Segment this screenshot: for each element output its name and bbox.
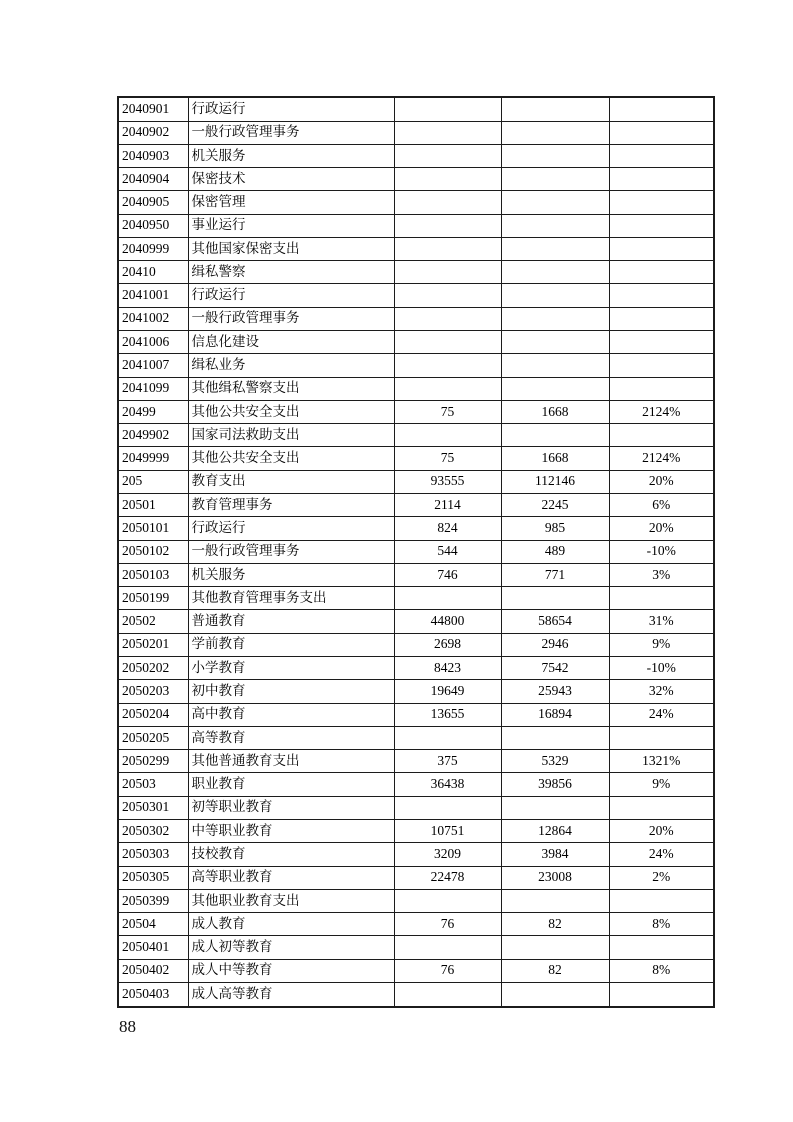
code-cell: 2050103 <box>118 563 188 586</box>
item-name-cell: 高中教育 <box>188 703 394 726</box>
amount-curr-cell <box>501 889 609 912</box>
code-cell: 2041001 <box>118 284 188 307</box>
amount-prev-cell <box>394 889 501 912</box>
code-cell: 2050203 <box>118 680 188 703</box>
code-cell: 2040905 <box>118 191 188 214</box>
item-name-cell: 教育管理事务 <box>188 494 394 517</box>
change-pct-cell <box>609 214 714 237</box>
amount-curr-cell: 1668 <box>501 447 609 470</box>
code-cell: 20503 <box>118 773 188 796</box>
amount-curr-cell <box>501 796 609 819</box>
change-pct-cell <box>609 796 714 819</box>
item-name-cell: 小学教育 <box>188 656 394 679</box>
amount-curr-cell <box>501 936 609 959</box>
table-row <box>118 796 714 819</box>
amount-curr-cell <box>501 144 609 167</box>
item-name-cell: 保密管理 <box>188 191 394 214</box>
change-pct-cell <box>609 354 714 377</box>
item-name-cell: 事业运行 <box>188 214 394 237</box>
table-row <box>118 633 714 656</box>
table-row <box>118 610 714 633</box>
item-name-cell: 行政运行 <box>188 284 394 307</box>
amount-curr-cell: 5329 <box>501 750 609 773</box>
table-row <box>118 494 714 517</box>
table-row <box>118 982 714 1007</box>
code-cell: 20410 <box>118 261 188 284</box>
amount-prev-cell <box>394 121 501 144</box>
amount-prev-cell: 44800 <box>394 610 501 633</box>
change-pct-cell: 8% <box>609 913 714 936</box>
amount-prev-cell: 2698 <box>394 633 501 656</box>
code-cell: 2050202 <box>118 656 188 679</box>
amount-curr-cell <box>501 97 609 121</box>
change-pct-cell: 20% <box>609 819 714 842</box>
table-row <box>118 400 714 423</box>
change-pct-cell: 2124% <box>609 447 714 470</box>
amount-curr-cell: 25943 <box>501 680 609 703</box>
amount-prev-cell: 19649 <box>394 680 501 703</box>
amount-curr-cell <box>501 587 609 610</box>
item-name-cell: 其他普通教育支出 <box>188 750 394 773</box>
table-row <box>118 540 714 563</box>
table-row <box>118 121 714 144</box>
table-row <box>118 656 714 679</box>
table-row <box>118 191 714 214</box>
item-name-cell: 成人高等教育 <box>188 982 394 1007</box>
table-row <box>118 680 714 703</box>
change-pct-cell: 1321% <box>609 750 714 773</box>
amount-curr-cell <box>501 191 609 214</box>
change-pct-cell <box>609 121 714 144</box>
amount-prev-cell: 8423 <box>394 656 501 679</box>
page-number: 88 <box>119 1017 136 1036</box>
table-row <box>118 261 714 284</box>
change-pct-cell: -10% <box>609 656 714 679</box>
budget-table-body <box>118 97 714 1007</box>
amount-prev-cell: 36438 <box>394 773 501 796</box>
change-pct-cell: 6% <box>609 494 714 517</box>
table-row <box>118 168 714 191</box>
amount-prev-cell <box>394 424 501 447</box>
amount-prev-cell: 544 <box>394 540 501 563</box>
amount-curr-cell <box>501 424 609 447</box>
item-name-cell: 其他职业教育支出 <box>188 889 394 912</box>
amount-prev-cell: 746 <box>394 563 501 586</box>
change-pct-cell <box>609 889 714 912</box>
table-row <box>118 843 714 866</box>
item-name-cell: 一般行政管理事务 <box>188 540 394 563</box>
amount-curr-cell <box>501 354 609 377</box>
code-cell: 2050305 <box>118 866 188 889</box>
amount-curr-cell: 82 <box>501 913 609 936</box>
code-cell: 2041002 <box>118 307 188 330</box>
amount-prev-cell <box>394 936 501 959</box>
code-cell: 2040903 <box>118 144 188 167</box>
table-row <box>118 424 714 447</box>
change-pct-cell: 8% <box>609 959 714 982</box>
amount-curr-cell <box>501 307 609 330</box>
amount-prev-cell <box>394 168 501 191</box>
code-cell: 2050301 <box>118 796 188 819</box>
change-pct-cell <box>609 377 714 400</box>
code-cell: 20504 <box>118 913 188 936</box>
table-row <box>118 773 714 796</box>
code-cell: 2040950 <box>118 214 188 237</box>
table-row <box>118 144 714 167</box>
table-row <box>118 284 714 307</box>
code-cell: 205 <box>118 470 188 493</box>
change-pct-cell <box>609 307 714 330</box>
table-row <box>118 354 714 377</box>
table-row <box>118 237 714 260</box>
change-pct-cell <box>609 144 714 167</box>
change-pct-cell: 24% <box>609 843 714 866</box>
change-pct-cell: 24% <box>609 703 714 726</box>
item-name-cell: 其他国家保密支出 <box>188 237 394 260</box>
code-cell: 2050102 <box>118 540 188 563</box>
change-pct-cell <box>609 191 714 214</box>
item-name-cell: 其他教育管理事务支出 <box>188 587 394 610</box>
change-pct-cell: 31% <box>609 610 714 633</box>
code-cell: 2040904 <box>118 168 188 191</box>
table-row <box>118 214 714 237</box>
amount-curr-cell: 3984 <box>501 843 609 866</box>
item-name-cell: 高等职业教育 <box>188 866 394 889</box>
table-row <box>118 959 714 982</box>
amount-curr-cell: 82 <box>501 959 609 982</box>
item-name-cell: 其他缉私警察支出 <box>188 377 394 400</box>
item-name-cell: 机关服务 <box>188 144 394 167</box>
amount-curr-cell: 2245 <box>501 494 609 517</box>
change-pct-cell <box>609 331 714 354</box>
amount-curr-cell: 7542 <box>501 656 609 679</box>
amount-prev-cell <box>394 796 501 819</box>
amount-prev-cell <box>394 354 501 377</box>
amount-curr-cell <box>501 237 609 260</box>
amount-prev-cell: 10751 <box>394 819 501 842</box>
table-row <box>118 470 714 493</box>
amount-curr-cell <box>501 168 609 191</box>
change-pct-cell: 20% <box>609 470 714 493</box>
item-name-cell: 成人中等教育 <box>188 959 394 982</box>
amount-curr-cell: 16894 <box>501 703 609 726</box>
code-cell: 2041006 <box>118 331 188 354</box>
amount-prev-cell <box>394 377 501 400</box>
code-cell: 20501 <box>118 494 188 517</box>
code-cell: 2050204 <box>118 703 188 726</box>
amount-prev-cell <box>394 144 501 167</box>
amount-curr-cell: 12864 <box>501 819 609 842</box>
amount-prev-cell <box>394 284 501 307</box>
code-cell: 20502 <box>118 610 188 633</box>
change-pct-cell <box>609 237 714 260</box>
change-pct-cell: -10% <box>609 540 714 563</box>
amount-prev-cell <box>394 331 501 354</box>
amount-prev-cell: 75 <box>394 447 501 470</box>
code-cell: 2040901 <box>118 97 188 121</box>
amount-curr-cell <box>501 261 609 284</box>
item-name-cell: 中等职业教育 <box>188 819 394 842</box>
amount-curr-cell <box>501 377 609 400</box>
table-row <box>118 307 714 330</box>
item-name-cell: 成人初等教育 <box>188 936 394 959</box>
item-name-cell: 一般行政管理事务 <box>188 121 394 144</box>
amount-prev-cell <box>394 214 501 237</box>
item-name-cell: 国家司法救助支出 <box>188 424 394 447</box>
item-name-cell: 成人教育 <box>188 913 394 936</box>
code-cell: 2050205 <box>118 726 188 749</box>
item-name-cell: 缉私业务 <box>188 354 394 377</box>
amount-prev-cell <box>394 261 501 284</box>
code-cell: 2050299 <box>118 750 188 773</box>
item-name-cell: 职业教育 <box>188 773 394 796</box>
table-row <box>118 97 714 121</box>
item-name-cell: 一般行政管理事务 <box>188 307 394 330</box>
code-cell: 2050101 <box>118 517 188 540</box>
code-cell: 20499 <box>118 400 188 423</box>
item-name-cell: 学前教育 <box>188 633 394 656</box>
amount-prev-cell <box>394 191 501 214</box>
table-row <box>118 819 714 842</box>
change-pct-cell <box>609 726 714 749</box>
amount-prev-cell <box>394 982 501 1007</box>
amount-curr-cell: 23008 <box>501 866 609 889</box>
change-pct-cell <box>609 97 714 121</box>
amount-curr-cell <box>501 726 609 749</box>
item-name-cell: 初中教育 <box>188 680 394 703</box>
change-pct-cell: 32% <box>609 680 714 703</box>
table-row <box>118 750 714 773</box>
amount-curr-cell <box>501 982 609 1007</box>
change-pct-cell: 2% <box>609 866 714 889</box>
change-pct-cell <box>609 284 714 307</box>
amount-prev-cell <box>394 587 501 610</box>
amount-curr-cell <box>501 284 609 307</box>
table-row <box>118 587 714 610</box>
change-pct-cell: 3% <box>609 563 714 586</box>
code-cell: 2049999 <box>118 447 188 470</box>
amount-prev-cell: 3209 <box>394 843 501 866</box>
amount-curr-cell <box>501 214 609 237</box>
amount-curr-cell: 39856 <box>501 773 609 796</box>
amount-prev-cell <box>394 726 501 749</box>
table-row <box>118 331 714 354</box>
amount-prev-cell: 76 <box>394 959 501 982</box>
item-name-cell: 保密技术 <box>188 168 394 191</box>
change-pct-cell <box>609 936 714 959</box>
amount-curr-cell <box>501 121 609 144</box>
amount-prev-cell <box>394 237 501 260</box>
code-cell: 2049902 <box>118 424 188 447</box>
code-cell: 2040999 <box>118 237 188 260</box>
amount-prev-cell: 22478 <box>394 866 501 889</box>
change-pct-cell <box>609 982 714 1007</box>
item-name-cell: 机关服务 <box>188 563 394 586</box>
amount-curr-cell: 1668 <box>501 400 609 423</box>
change-pct-cell <box>609 587 714 610</box>
code-cell: 2050402 <box>118 959 188 982</box>
table-row <box>118 517 714 540</box>
code-cell: 2041007 <box>118 354 188 377</box>
item-name-cell: 行政运行 <box>188 517 394 540</box>
amount-curr-cell: 112146 <box>501 470 609 493</box>
code-cell: 2050303 <box>118 843 188 866</box>
change-pct-cell <box>609 261 714 284</box>
amount-curr-cell: 985 <box>501 517 609 540</box>
amount-curr-cell: 2946 <box>501 633 609 656</box>
change-pct-cell: 2124% <box>609 400 714 423</box>
budget-table <box>117 96 715 1008</box>
amount-prev-cell: 13655 <box>394 703 501 726</box>
change-pct-cell <box>609 424 714 447</box>
table-row <box>118 913 714 936</box>
item-name-cell: 技校教育 <box>188 843 394 866</box>
change-pct-cell: 9% <box>609 773 714 796</box>
item-name-cell: 信息化建设 <box>188 331 394 354</box>
code-cell: 2050399 <box>118 889 188 912</box>
code-cell: 2050199 <box>118 587 188 610</box>
change-pct-cell <box>609 168 714 191</box>
table-row <box>118 447 714 470</box>
amount-curr-cell: 58654 <box>501 610 609 633</box>
amount-curr-cell: 489 <box>501 540 609 563</box>
table-row <box>118 889 714 912</box>
amount-prev-cell: 75 <box>394 400 501 423</box>
amount-prev-cell: 2114 <box>394 494 501 517</box>
item-name-cell: 教育支出 <box>188 470 394 493</box>
code-cell: 2050302 <box>118 819 188 842</box>
amount-prev-cell <box>394 307 501 330</box>
amount-prev-cell: 824 <box>394 517 501 540</box>
table-row <box>118 703 714 726</box>
item-name-cell: 缉私警察 <box>188 261 394 284</box>
code-cell: 2040902 <box>118 121 188 144</box>
amount-curr-cell: 771 <box>501 563 609 586</box>
table-row <box>118 377 714 400</box>
code-cell: 2050201 <box>118 633 188 656</box>
item-name-cell: 行政运行 <box>188 97 394 121</box>
change-pct-cell: 20% <box>609 517 714 540</box>
item-name-cell: 高等教育 <box>188 726 394 749</box>
table-row <box>118 866 714 889</box>
table-row <box>118 563 714 586</box>
amount-curr-cell <box>501 331 609 354</box>
change-pct-cell: 9% <box>609 633 714 656</box>
item-name-cell: 初等职业教育 <box>188 796 394 819</box>
code-cell: 2050403 <box>118 982 188 1007</box>
amount-prev-cell: 93555 <box>394 470 501 493</box>
code-cell: 2041099 <box>118 377 188 400</box>
table-row <box>118 936 714 959</box>
amount-prev-cell: 76 <box>394 913 501 936</box>
amount-prev-cell <box>394 97 501 121</box>
item-name-cell: 其他公共安全支出 <box>188 400 394 423</box>
item-name-cell: 普通教育 <box>188 610 394 633</box>
code-cell: 2050401 <box>118 936 188 959</box>
amount-prev-cell: 375 <box>394 750 501 773</box>
item-name-cell: 其他公共安全支出 <box>188 447 394 470</box>
table-row <box>118 726 714 749</box>
